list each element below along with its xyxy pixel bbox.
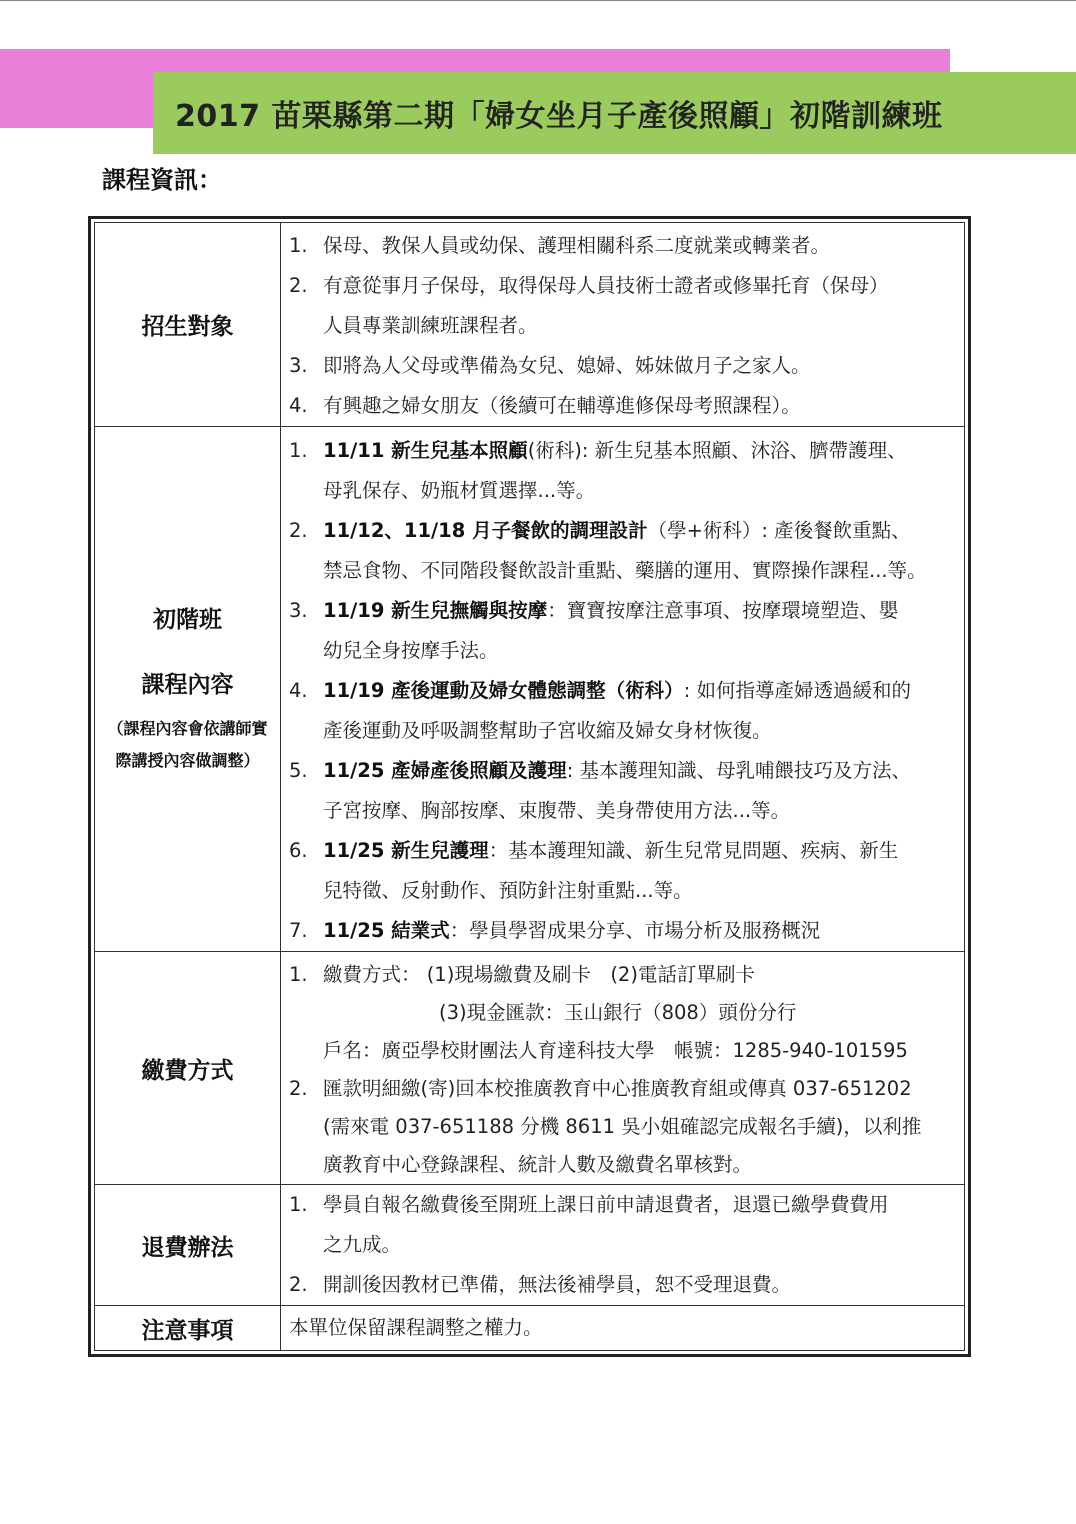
list-item: 1. 11/11 新生兒基本照顧(術科): 新生兒基本照顧、沐浴、臍帶護理、 <box>289 439 907 462</box>
row-target <box>95 223 965 427</box>
list-item-continuation: 禁忌食物、不同階段餐飲設計重點、藥膳的運用、實際操作課程...等。 <box>323 559 927 582</box>
row-label-payment: 繳費方式 <box>95 952 281 1185</box>
list-item: 3. 11/19 新生兒撫觸與按摩：寶寶按摩注意事項、按摩環境塑造、嬰 <box>289 599 899 622</box>
list-item-continuation: (需來電 037-651188 分機 8611 吳小姐確認完成報名手續)，以利推 <box>323 1115 922 1138</box>
row-label-target: 招生對象 <box>95 223 281 427</box>
list-item: 1. 學員自報名繳費後至開班上課日前申請退費者，退還已繳學費費用 <box>289 1193 889 1216</box>
payment-bank-line: (3)現金匯款：玉山銀行（808）頭份分行 <box>439 1001 797 1024</box>
course-label-line2: 課程內容 <box>141 672 234 698</box>
list-item: 3. 即將為人父母或準備為女兒、媳婦、姊妹做月子之家人。 <box>289 354 811 377</box>
page-title: 2017 苗栗縣第二期「婦女坐月子產後照顧」初階訓練班 <box>175 99 943 134</box>
row-payment <box>95 952 965 1185</box>
row-body-refund <box>281 1185 965 1306</box>
list-item: 2. 11/12、11/18 月子餐飲的調理設計（學+術科）: 產後餐飲重點、 <box>289 519 911 542</box>
list-item-continuation: 兒特徵、反射動作、預防針注射重點...等。 <box>323 879 693 902</box>
course-note: （課程內容會依講師實際講授內容做調整） <box>107 719 268 770</box>
row-body-target <box>281 223 965 427</box>
list-item: 之九成。 <box>323 1233 402 1256</box>
row-body-payment <box>281 952 965 1185</box>
row-label-course <box>95 427 281 952</box>
title-banner <box>153 72 1076 154</box>
row-label-notes: 注意事項 <box>95 1306 281 1351</box>
list-item: 7. 11/25 結業式：學員學習成果分享、市場分析及服務概況 <box>289 919 821 942</box>
row-refund <box>95 1185 965 1306</box>
payment-account-line: 戶名：廣亞學校財團法人育達科技大學 帳號：1285-940-101595 <box>323 1039 908 1062</box>
course-info-table <box>88 216 971 1357</box>
list-item: 人員專業訓練班課程者。 <box>323 314 538 337</box>
list-item: 6. 11/25 新生兒護理：基本護理知識、新生兒常見問題、疾病、新生 <box>289 839 899 862</box>
list-item-continuation: 產後運動及呼吸調整幫助子宮收縮及婦女身材恢復。 <box>323 719 772 742</box>
list-item: 5. 11/25 產婦產後照顧及護理: 基本護理知識、母乳哺餵技巧及方法、 <box>289 759 911 782</box>
list-item: 2. 匯款明細繳(寄)回本校推廣教育中心推廣教育組或傳真 037-651202 <box>289 1077 912 1100</box>
course-label-line1: 初階班 <box>153 607 222 633</box>
list-item: 1. 繳費方式： (1)現場繳費及刷卡 (2)電話訂單刷卡 <box>289 963 755 986</box>
list-item-continuation: 幼兒全身按摩手法。 <box>323 639 499 662</box>
list-item: 2. 開訓後因教材已準備，無法後補學員，恕不受理退費。 <box>289 1273 792 1296</box>
notes-text: 本單位保留課程調整之權力。 <box>289 1316 543 1339</box>
row-label-refund: 退費辦法 <box>95 1185 281 1306</box>
row-course <box>95 427 965 952</box>
list-item-continuation: 母乳保存、奶瓶材質選擇...等。 <box>323 479 596 502</box>
top-rule <box>0 0 1076 1</box>
row-body-notes <box>281 1306 965 1351</box>
list-item: 4. 11/19 產後運動及婦女體態調整（術科）: 如何指導產婦透過緩和的 <box>289 679 911 702</box>
section-label: 課程資訊： <box>102 166 222 194</box>
row-body-course <box>281 427 965 952</box>
list-item: 2. 有意從事月子保母，取得保母人員技術士證者或修畢托育（保母） <box>289 274 889 297</box>
list-item: 1. 保母、教保人員或幼保、護理相關科系二度就業或轉業者。 <box>289 234 831 257</box>
list-item: 4. 有興趣之婦女朋友（後續可在輔導進修保母考照課程）。 <box>289 394 801 417</box>
list-item-continuation: 子宮按摩、胸部按摩、束腹帶、美身帶使用方法...等。 <box>323 799 791 822</box>
list-item-continuation: 廣教育中心登錄課程、統計人數及繳費名單核對。 <box>323 1153 753 1176</box>
row-notes <box>95 1306 965 1351</box>
